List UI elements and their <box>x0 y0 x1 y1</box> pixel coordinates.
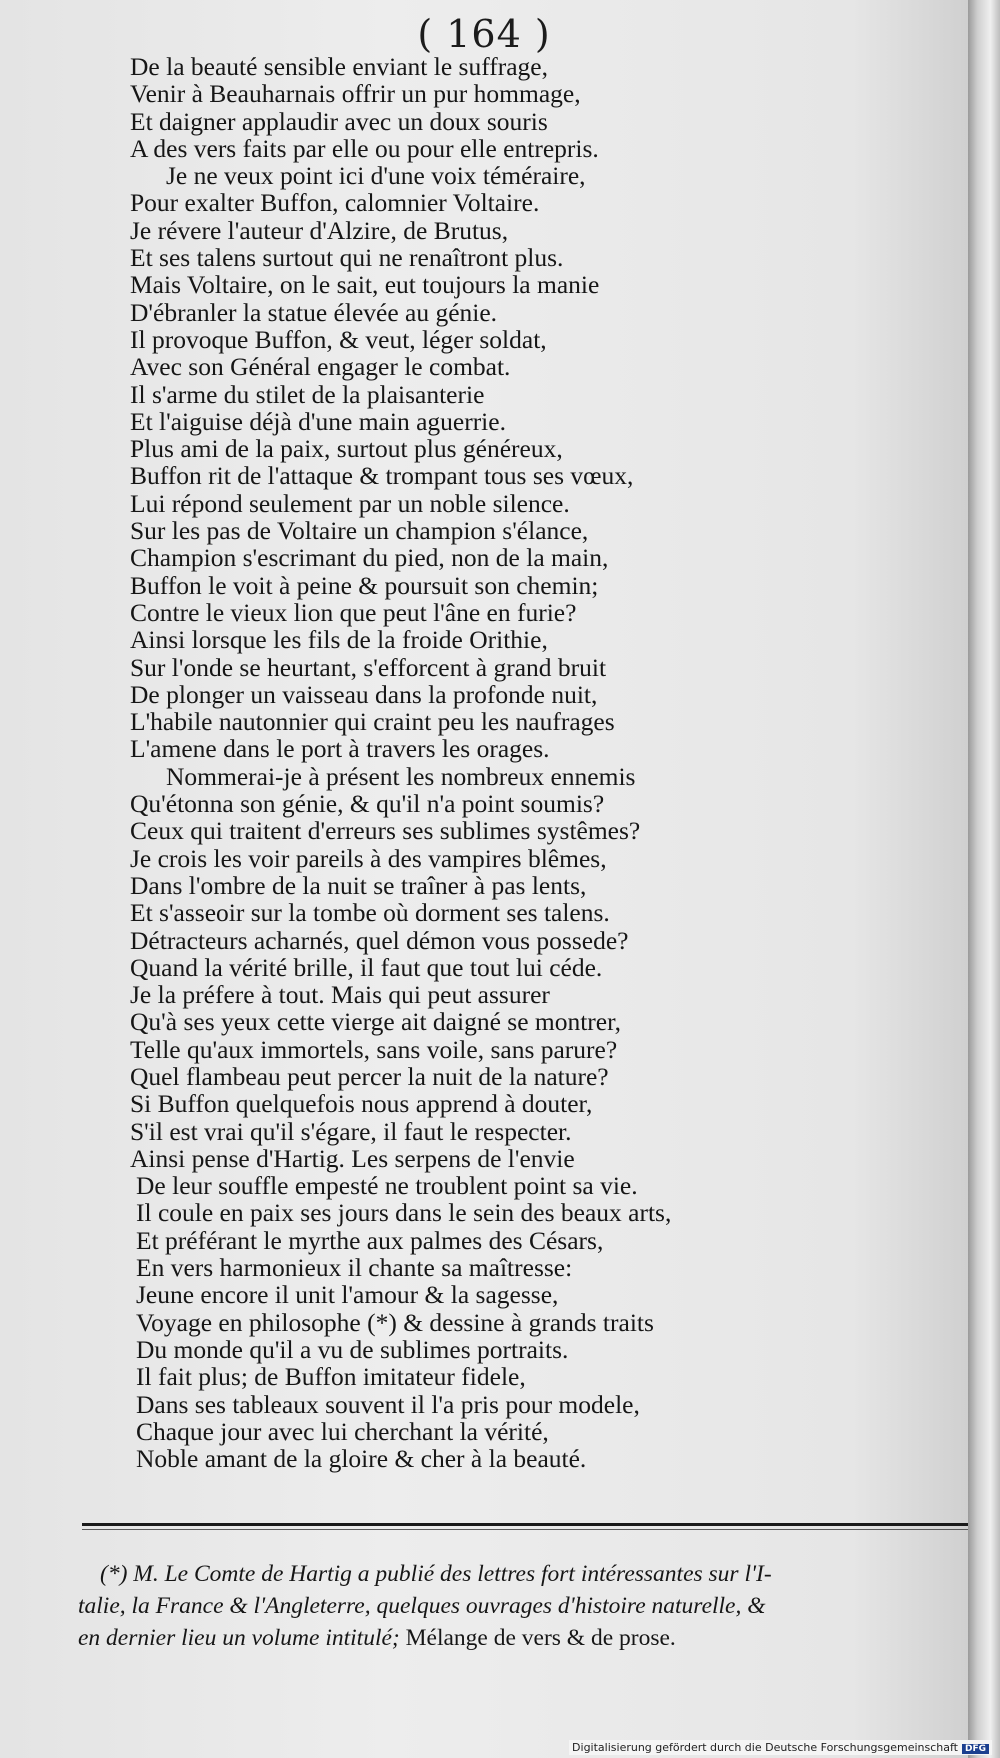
poem-line: De plonger un vaisseau dans la profonde nuit, <box>130 679 598 709</box>
poem-text <box>130 53 960 1472</box>
poem-line: De leur souffle empesté ne troublent point sa vie. <box>136 1171 638 1201</box>
digitization-text: Digitalisierung gefördert durch die Deutsche Forschungsgemeinschaft <box>572 1741 958 1754</box>
page-number: ( 164 ) <box>417 12 551 56</box>
footnote-line-3-roman: Mélange de vers & de prose. <box>399 1625 676 1651</box>
poem-line: Noble amant de la gloire & cher à la beauté. <box>136 1444 587 1474</box>
poem-line: Pour exalter Buffon, calomnier Voltaire. <box>130 188 540 218</box>
poem-line: L'habile nautonnier qui craint peu les naufrages <box>130 707 615 737</box>
digitization-credit <box>569 1740 992 1755</box>
poem-line: Voyage en philosophe (*) & dessine à grands traits <box>136 1307 654 1337</box>
poem-line: Ceux qui traitent d'erreurs ses sublimes systêmes? <box>130 816 641 846</box>
footnote-rule-thin <box>82 1529 968 1530</box>
poem-line: Qu'étonna son génie, & qu'il n'a point soumis? <box>130 789 605 819</box>
poem-line: Je la préfere à tout. Mais qui peut assurer <box>130 980 550 1010</box>
poem-line: Il coule en paix ses jours dans le sein des beaux arts, <box>136 1198 672 1228</box>
poem-line: L'amene dans le port à travers les orages. <box>130 734 550 764</box>
poem-line: Et l'aiguise déjà d'une main aguerrie. <box>130 406 506 436</box>
poem-line: Et s'asseoir sur la tombe où dorment ses talens. <box>130 898 610 928</box>
poem-line: S'il est vrai qu'il s'égare, il faut le respecter. <box>130 1116 572 1146</box>
poem-line: Jeune encore il unit l'amour & la sagesse, <box>136 1280 559 1310</box>
poem-line: Détracteurs acharnés, quel démon vous possede? <box>130 925 629 955</box>
poem-line: Il provoque Buffon, & veut, léger soldat, <box>130 324 547 354</box>
poem-line: Plus ami de la paix, surtout plus généreux, <box>130 434 563 464</box>
poem-line: Venir à Beauharnais offrir un pur hommage, <box>130 79 581 109</box>
poem-line: Sur les pas de Voltaire un champion s'élance, <box>130 516 589 546</box>
footnote-line-2: talie, la France & l'Angleterre, quelques ouvrages d'histoire naturelle, & <box>78 1593 766 1619</box>
poem-line: Contre le vieux lion que peut l'âne en furie? <box>130 597 577 627</box>
poem-line: Je révere l'auteur d'Alzire, de Brutus, <box>130 215 509 245</box>
poem-line: A des vers faits par elle ou pour elle entrepris. <box>130 133 599 163</box>
poem-line: Et ses talens surtout qui ne renaîtront plus. <box>130 243 564 273</box>
poem-line: Lui répond seulement par un noble silence. <box>130 488 570 518</box>
poem-line: Sur l'onde se heurtant, s'efforcent à grand bruit <box>130 652 607 682</box>
dfg-logo: DFG <box>962 1744 989 1754</box>
poem-line: Qu'à ses yeux cette vierge ait daigné se montrer, <box>130 1007 621 1037</box>
poem-line: Ainsi lorsque les fils de la froide Orithie, <box>130 625 548 655</box>
page-edge <box>968 0 1000 1758</box>
poem-line: Du monde qu'il a vu de sublimes portraits. <box>136 1334 569 1364</box>
poem-line: D'ébranler la statue élevée au génie. <box>130 297 498 327</box>
poem-line: Je ne veux point ici d'une voix téméraire, <box>166 161 586 191</box>
poem-line: Nommerai-je à présent les nombreux ennemis <box>166 761 636 791</box>
footnote-line-3-italic: en dernier lieu un volume intitulé; <box>78 1625 400 1651</box>
poem-line: Dans l'ombre de la nuit se traîner à pas lents, <box>130 870 587 900</box>
poem-line: Quel flambeau peut percer la nuit de la nature? <box>130 1061 609 1091</box>
poem-line: Mais Voltaire, on le sait, eut toujours la manie <box>130 270 600 300</box>
poem-line: Il s'arme du stilet de la plaisanterie <box>130 379 485 409</box>
poem-line: Si Buffon quelquefois nous apprend à douter, <box>130 1089 593 1119</box>
poem-line: Quand la vérité brille, il faut que tout lui céde. <box>130 952 603 982</box>
poem-line: Je crois les voir pareils à des vampires blêmes, <box>130 843 607 873</box>
footnote-line-1: (*) M. Le Comte de Hartig a publié des lettres fort intéressantes sur l'I- <box>100 1561 772 1587</box>
poem-line: De la beauté sensible enviant le suffrage, <box>130 52 548 81</box>
poem-line: Buffon rit de l'attaque & trompant tous ses vœux, <box>130 461 634 491</box>
footnote-line-3 <box>78 1622 968 1654</box>
poem-line: Avec son Général engager le combat. <box>130 352 511 382</box>
poem-line: Ainsi pense d'Hartig. Les serpens de l'envie <box>130 1143 575 1173</box>
footnote-rule <box>82 1523 968 1526</box>
poem-line: Champion s'escrimant du pied, non de la main, <box>130 543 609 573</box>
footnote <box>78 1558 968 1654</box>
poem-line: Telle qu'aux immortels, sans voile, sans parure? <box>130 1034 618 1064</box>
poem-line: Il fait plus; de Buffon imitateur fidele, <box>136 1362 526 1392</box>
poem-line: En vers harmonieux il chante sa maîtresse: <box>136 1253 573 1283</box>
poem-line: Chaque jour avec lui cherchant la vérité, <box>136 1416 549 1446</box>
poem-line: Dans ses tableaux souvent il l'a pris pour modele, <box>136 1389 640 1419</box>
poem-line: Et daigner applaudir avec un doux souris <box>130 106 548 136</box>
poem-line: Et préférant le myrthe aux palmes des Césars, <box>136 1225 604 1255</box>
poem-line: Buffon le voit à peine & poursuit son chemin; <box>130 570 599 600</box>
